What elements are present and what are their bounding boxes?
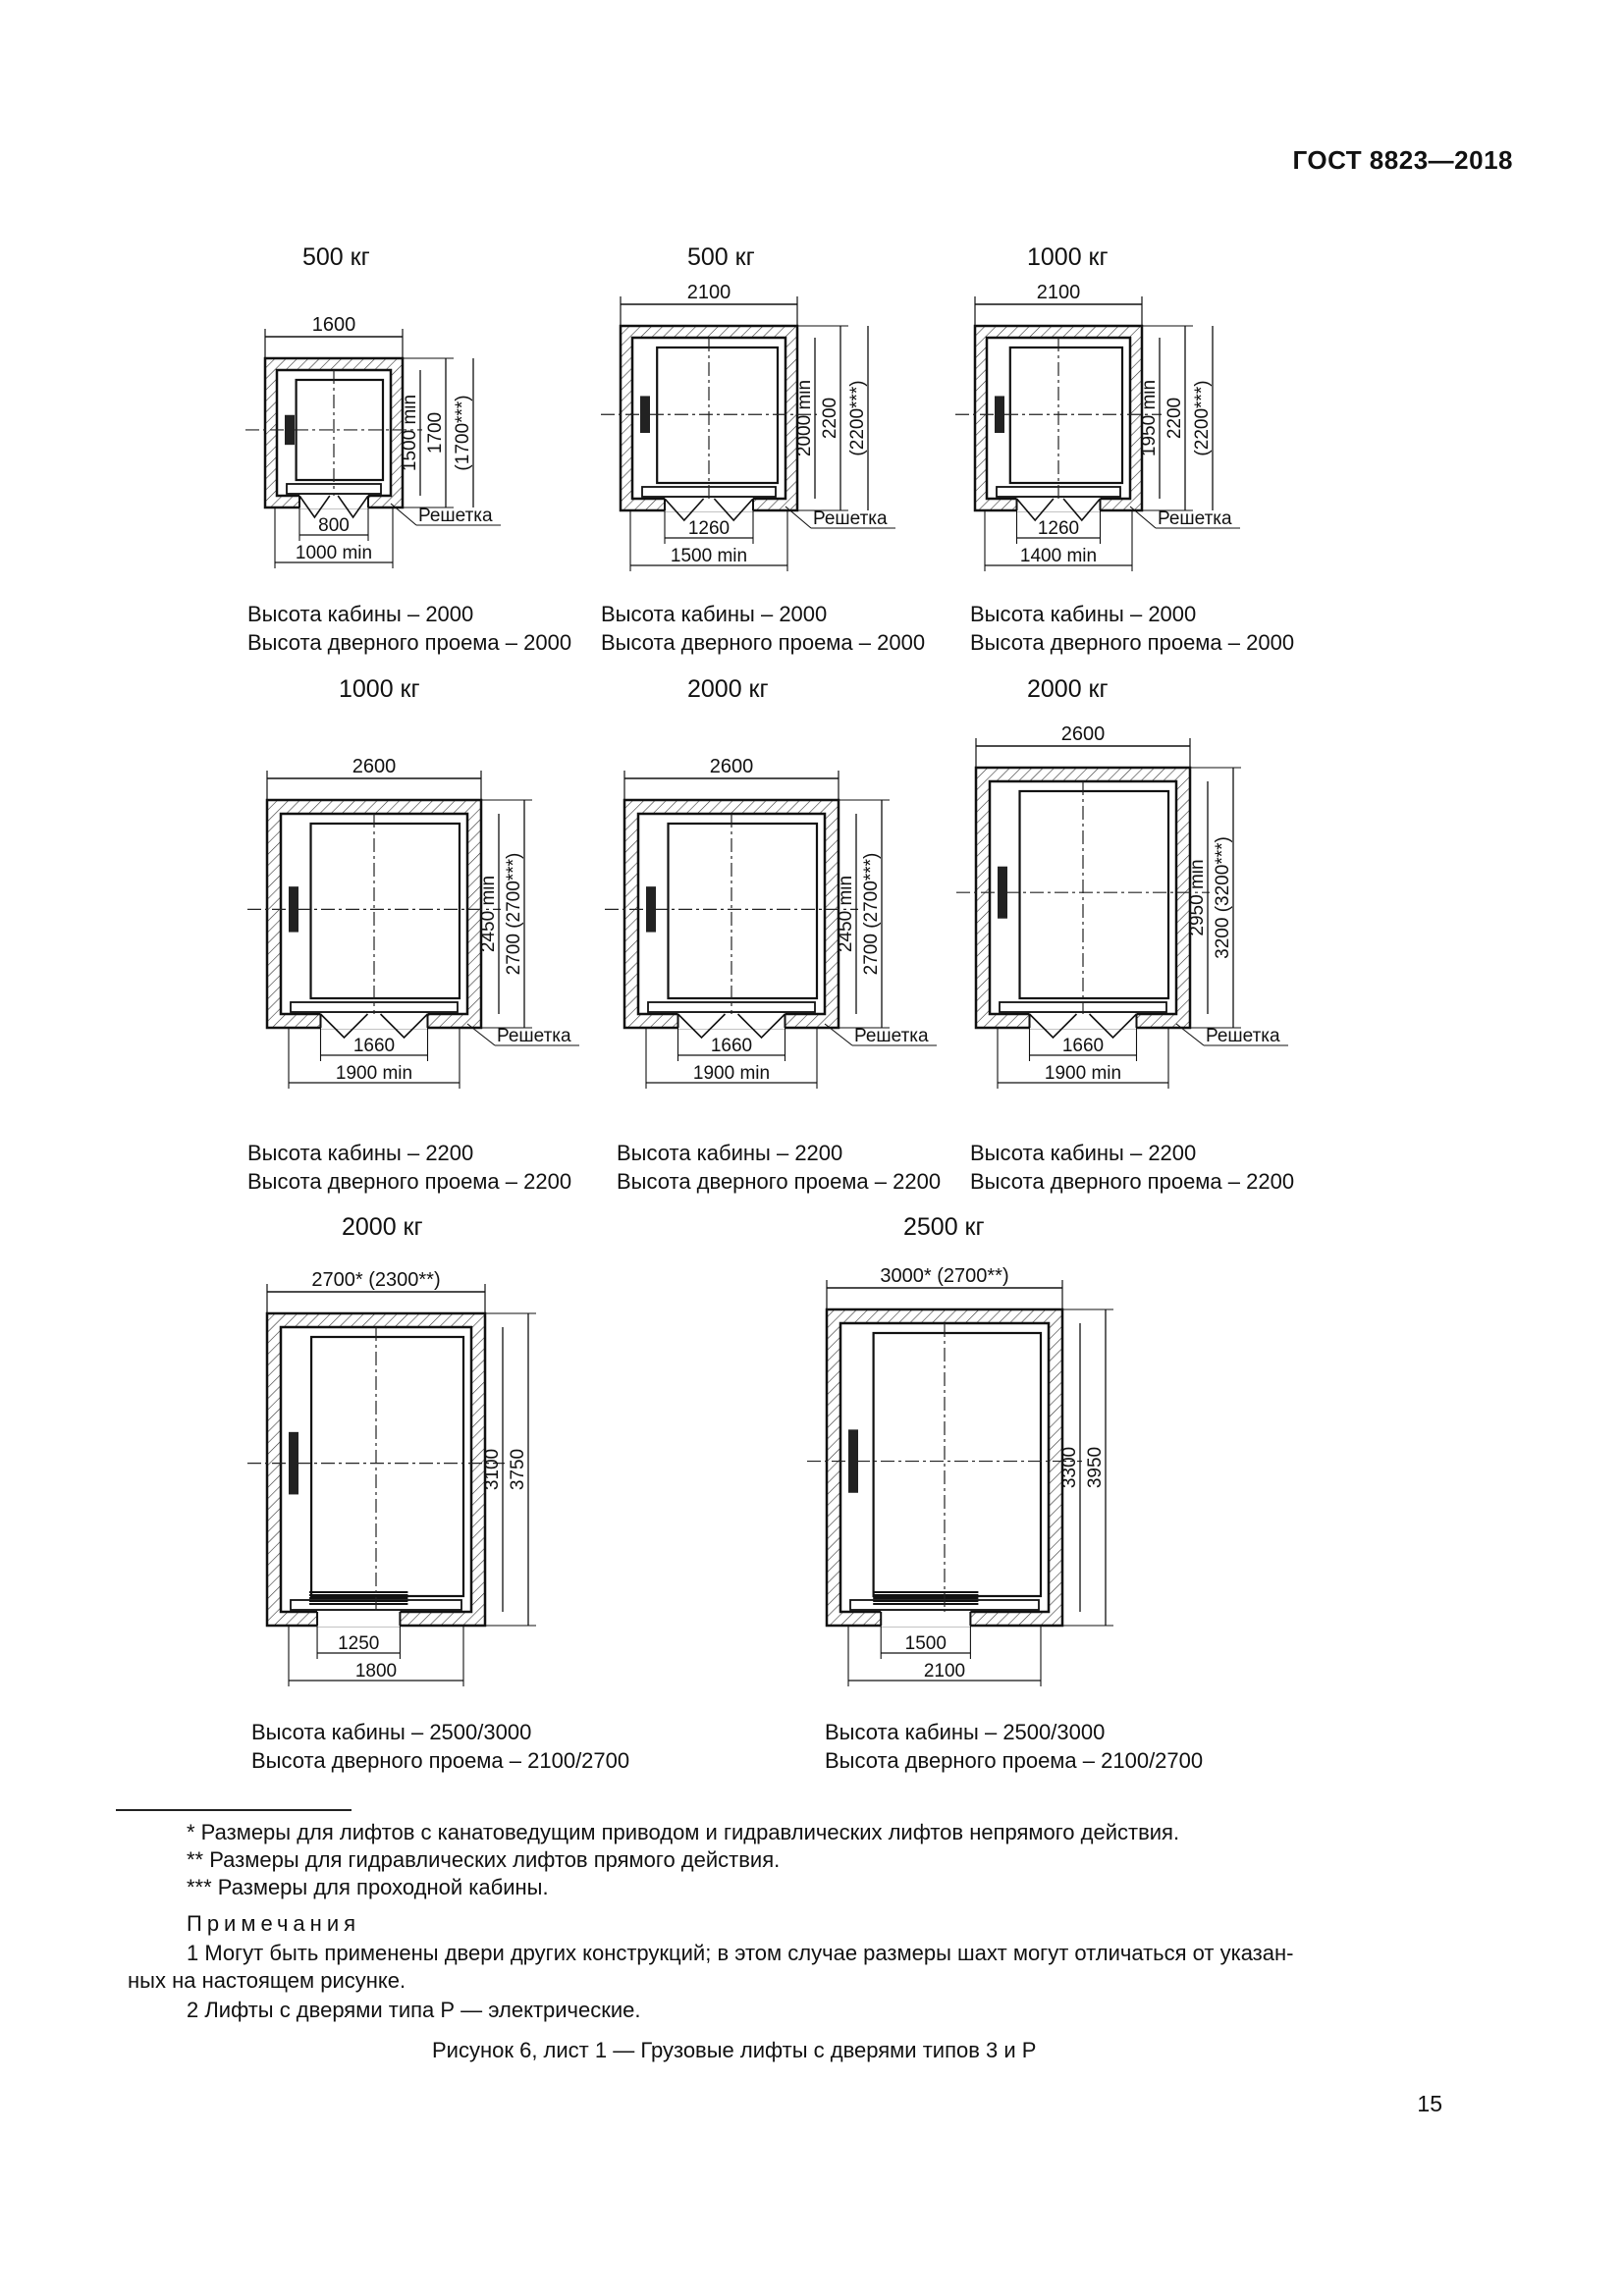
clear-width-dimension: 1400 min [1019, 546, 1098, 566]
depth-dimension: 2200 [1164, 397, 1185, 440]
door-width-dimension: 1260 [687, 518, 731, 539]
depth-dimension: 3750 [508, 1448, 528, 1491]
cabin-height-caption: Высота кабины – 2200 [970, 1141, 1197, 1165]
depth-dimension: 3200 (3200***) [1213, 836, 1233, 959]
depth-min-dimension: 3100 [482, 1448, 503, 1491]
depth-min-dimension: 2450 min [478, 875, 499, 953]
door-height-caption: Высота дверного проема – 2200 [247, 1169, 572, 1194]
footnote-1: * Размеры для лифтов с канатоведущим приводом и гидравлических лифтов непрямого действия. [187, 1820, 1180, 1844]
grille-label: Решетка [1206, 1026, 1280, 1046]
figure-mass-label: 1000 кг [1027, 243, 1109, 271]
depth-dimension: 2200 [820, 397, 840, 440]
depth-min-dimension: 1950 min [1139, 379, 1160, 457]
door-height-caption: Высота дверного проема – 2100/2700 [825, 1748, 1204, 1773]
figure-caption: Рисунок 6, лист 1 — Грузовые лифты с дверями типов 3 и Р [432, 2038, 1037, 2062]
clear-width-dimension: 1900 min [692, 1063, 771, 1084]
depth-alt-dimension: (2200***) [847, 380, 868, 456]
width-dimension: 2100 [686, 282, 731, 303]
footnote-3: *** Размеры для проходной кабины. [187, 1875, 549, 1899]
cabin-height-caption: Высота кабины – 2200 [247, 1141, 474, 1165]
clear-width-dimension: 1900 min [335, 1063, 413, 1084]
cabin-height-caption: Высота кабины – 2500/3000 [825, 1720, 1106, 1744]
page-number: 15 [1417, 2091, 1442, 2116]
depth-min-dimension: 1500 min [400, 394, 420, 472]
width-dimension: 2600 [352, 756, 397, 777]
depth-min-dimension: 3300 [1059, 1446, 1080, 1489]
door-height-caption: Высота дверного проема – 2100/2700 [251, 1748, 630, 1773]
door-height-caption: Высота дверного проема – 2200 [617, 1169, 942, 1194]
door-height-caption: Высота дверного проема – 2200 [970, 1169, 1295, 1194]
depth-dimension: 1700 [425, 411, 446, 454]
cabin-height-caption: Высота кабины – 2000 [970, 602, 1197, 626]
notes-title: Примечания [187, 1911, 361, 1936]
door-height-caption: Высота дверного проема – 2000 [247, 630, 572, 655]
clear-width-dimension: 1000 min [295, 543, 373, 563]
door-width-dimension: 1660 [352, 1036, 396, 1056]
cabin-height-caption: Высота кабины – 2000 [247, 602, 474, 626]
grille-label: Решетка [418, 506, 493, 526]
depth-dimension: 3950 [1085, 1446, 1106, 1489]
cabin-height-caption: Высота кабины – 2000 [601, 602, 828, 626]
door-width-dimension: 800 [318, 515, 350, 536]
depth-dimension: 2700 (2700***) [861, 852, 882, 976]
clear-width-dimension: 1500 min [670, 546, 748, 566]
width-dimension: 2700* (2300**) [311, 1269, 441, 1291]
door-height-caption: Высота дверного проема – 2000 [601, 630, 926, 655]
grille-label: Решетка [854, 1026, 929, 1046]
door-width-dimension: 1660 [710, 1036, 753, 1056]
clear-width-dimension: 1900 min [1044, 1063, 1122, 1084]
clear-width-dimension: 1800 [354, 1661, 398, 1682]
width-dimension: 3000* (2700**) [880, 1265, 1009, 1287]
door-width-dimension: 1260 [1037, 518, 1080, 539]
cabin-height-caption: Высота кабины – 2200 [617, 1141, 843, 1165]
note-2: 2 Лифты с дверями типа Р — электрические. [187, 1998, 641, 2022]
width-dimension: 1600 [311, 314, 356, 336]
figure-mass-label: 2000 кг [1027, 675, 1109, 703]
footnote-rule [116, 1809, 352, 1811]
depth-dimension: 2700 (2700***) [504, 852, 524, 976]
grille-label: Решетка [497, 1026, 571, 1046]
door-width-dimension: 1250 [338, 1633, 380, 1654]
figure-mass-label: 1000 кг [339, 675, 420, 703]
depth-alt-dimension: (2200***) [1192, 380, 1213, 456]
figure-mass-label: 2000 кг [687, 675, 769, 703]
document-code: ГОСТ 8823—2018 [1292, 145, 1513, 175]
figure-mass-label: 2000 кг [342, 1213, 423, 1241]
width-dimension: 2100 [1036, 282, 1081, 303]
depth-alt-dimension: (1700***) [453, 395, 473, 471]
cabin-height-caption: Высота кабины – 2500/3000 [251, 1720, 532, 1744]
figure-mass-label: 500 кг [302, 243, 370, 271]
depth-min-dimension: 2000 min [794, 379, 815, 457]
door-height-caption: Высота дверного проема – 2000 [970, 630, 1295, 655]
figure-mass-label: 2500 кг [903, 1213, 985, 1241]
clear-width-dimension: 2100 [923, 1661, 966, 1682]
footnote-2: ** Размеры для гидравлических лифтов прямого действия. [187, 1847, 781, 1872]
depth-min-dimension: 2950 min [1187, 859, 1208, 936]
width-dimension: 2600 [709, 756, 754, 777]
grille-label: Решетка [813, 508, 888, 529]
door-width-dimension: 1660 [1061, 1036, 1105, 1056]
figure-mass-label: 500 кг [687, 243, 755, 271]
note-1-line-1: 1 Могут быть применены двери других конструкций; в этом случае размеры шахт могут отличаться от указан- [187, 1941, 1294, 1965]
width-dimension: 2600 [1060, 723, 1106, 745]
depth-min-dimension: 2450 min [836, 875, 856, 953]
door-width-dimension: 1500 [904, 1633, 947, 1654]
grille-label: Решетка [1158, 508, 1232, 529]
note-1-line-2: ных на настоящем рисунке. [128, 1968, 406, 1993]
